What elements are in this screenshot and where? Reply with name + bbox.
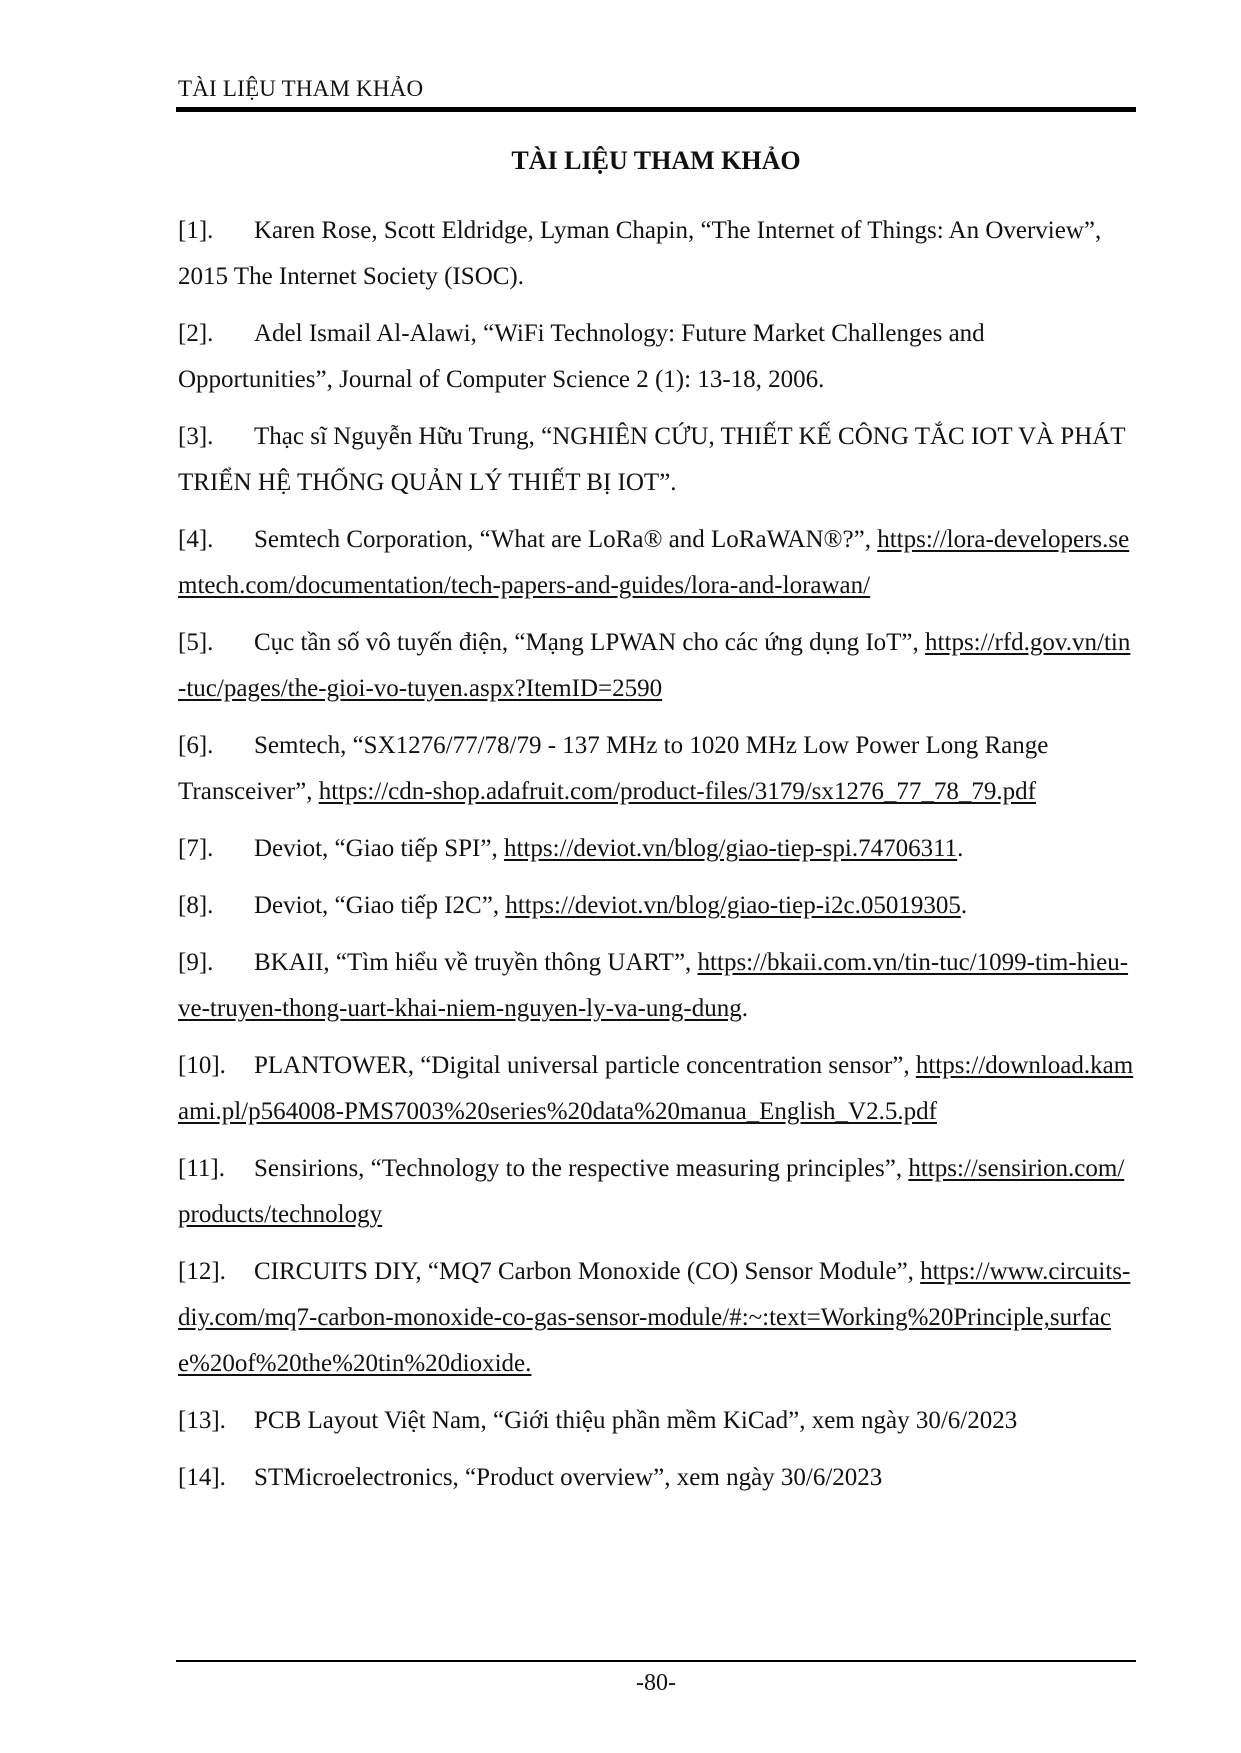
reference-number: [9]. bbox=[178, 949, 214, 976]
reference-item bbox=[178, 414, 1136, 506]
reference-link[interactable]: https://download.kamami.pl/p564008-PMS7003%20series%20data%20manua_English_V2.5.pdf bbox=[178, 1052, 1134, 1125]
reference-item bbox=[178, 826, 1136, 872]
reference-item bbox=[178, 311, 1136, 403]
reference-number: [4]. bbox=[178, 526, 214, 553]
reference-number: [14]. bbox=[178, 1464, 226, 1491]
reference-text: Cục tần số vô tuyến điện, “Mạng LPWAN cho các ứng dụng IoT”, bbox=[254, 629, 926, 656]
reference-text: STMicroelectronics, “Product overview”, xem ngày 30/6/2023 bbox=[254, 1464, 883, 1491]
reference-item bbox=[178, 940, 1136, 1032]
reference-number: [6]. bbox=[178, 732, 214, 759]
reference-number: [5]. bbox=[178, 629, 214, 656]
reference-link[interactable]: https://deviot.vn/blog/giao-tiep-i2c.05019305 bbox=[505, 892, 961, 919]
reference-link[interactable]: https://sensirion.com/products/technology bbox=[178, 1155, 1125, 1228]
reference-item bbox=[178, 517, 1136, 609]
reference-number: [1]. bbox=[178, 217, 214, 244]
reference-number: [13]. bbox=[178, 1407, 226, 1434]
reference-link[interactable]: https://bkaii.com.vn/tin-tuc/1099-tim-hieu-ve-truyen-thong-uart-khai-niem-nguyen-ly-va-ung-dung bbox=[178, 949, 1129, 1022]
reference-text: PLANTOWER, “Digital universal particle concentration sensor”, bbox=[254, 1052, 916, 1079]
reference-text: Sensirions, “Technology to the respective measuring principles”, bbox=[254, 1155, 909, 1182]
header-rule bbox=[176, 107, 1136, 112]
reference-number: [2]. bbox=[178, 320, 214, 347]
reference-link[interactable]: https://lora-developers.semtech.com/documentation/tech-papers-and-guides/lora-and-lorawan/ bbox=[178, 526, 1130, 599]
reference-text: Karen Rose, Scott Eldridge, Lyman Chapin, “The Internet of Things: An Overview”, 2015 The Internet Society (ISOC). bbox=[178, 217, 1102, 290]
reference-end: . bbox=[957, 835, 964, 862]
reference-item bbox=[178, 1249, 1136, 1387]
reference-item bbox=[178, 208, 1136, 300]
reference-text: Semtech Corporation, “What are LoRa® and LoRaWAN®?”, bbox=[254, 526, 878, 553]
reference-item bbox=[178, 1398, 1136, 1444]
page-number: -80- bbox=[636, 1670, 676, 1696]
reference-number: [3]. bbox=[178, 423, 214, 450]
reference-text: PCB Layout Việt Nam, “Giới thiệu phần mềm KiCad”, xem ngày 30/6/2023 bbox=[254, 1407, 1018, 1434]
reference-link[interactable]: https://rfd.gov.vn/tin-tuc/pages/the-gioi-vo-tuyen.aspx?ItemID=2590 bbox=[178, 629, 1131, 702]
reference-item bbox=[178, 723, 1136, 815]
reference-item bbox=[178, 883, 1136, 929]
reference-text: Semtech, “SX1276/77/78/79 - 137 MHz to 1020 MHz Low Power Long Range Transceiver”, bbox=[178, 732, 1049, 805]
reference-item bbox=[178, 1146, 1136, 1238]
reference-number: [11]. bbox=[178, 1155, 225, 1182]
footer-rule bbox=[176, 1660, 1136, 1662]
reference-item bbox=[178, 620, 1136, 712]
reference-text: Thạc sĩ Nguyễn Hữu Trung, “NGHIÊN CỨU, THIẾT KẾ CÔNG TẮC IOT VÀ PHÁT TRIỂN HỆ THỐNG QUẢN LÝ THIẾT BỊ IOT”. bbox=[178, 423, 1126, 496]
running-header: TÀI LIỆU THAM KHẢO bbox=[178, 76, 424, 101]
reference-text: BKAII, “Tìm hiểu về truyền thông UART”, bbox=[254, 949, 698, 976]
reference-text: Deviot, “Giao tiếp SPI”, bbox=[254, 835, 504, 862]
reference-link[interactable]: https://www.circuits-diy.com/mq7-carbon-monoxide-co-gas-sensor-module/#:~:text=Working%20Principle,surface%20of%20the%20tin%20dioxide. bbox=[178, 1258, 1131, 1377]
reference-link[interactable]: https://cdn-shop.adafruit.com/product-files/3179/sx1276_77_78_79.pdf bbox=[318, 778, 1036, 805]
reference-text: CIRCUITS DIY, “MQ7 Carbon Monoxide (CO) Sensor Module”, bbox=[254, 1258, 921, 1285]
reference-number: [12]. bbox=[178, 1258, 226, 1285]
reference-end: . bbox=[741, 995, 748, 1022]
reference-end: . bbox=[960, 892, 968, 919]
reference-link[interactable]: https://deviot.vn/blog/giao-tiep-spi.74706311 bbox=[503, 835, 958, 862]
reference-item bbox=[178, 1455, 1136, 1501]
reference-item bbox=[178, 1043, 1136, 1135]
reference-number: [7]. bbox=[178, 835, 214, 862]
reference-list bbox=[178, 208, 1136, 1512]
page-title: TÀI LIỆU THAM KHẢO bbox=[511, 146, 801, 175]
reference-text: Deviot, “Giao tiếp I2C”, bbox=[254, 892, 506, 919]
reference-number: [8]. bbox=[178, 892, 214, 919]
reference-text: Adel Ismail Al-Alawi, “WiFi Technology: Future Market Challenges and Opportunities”, Journal of Computer Science 2 (1): 13-18, 2006. bbox=[178, 320, 985, 393]
reference-number: [10]. bbox=[178, 1052, 226, 1079]
